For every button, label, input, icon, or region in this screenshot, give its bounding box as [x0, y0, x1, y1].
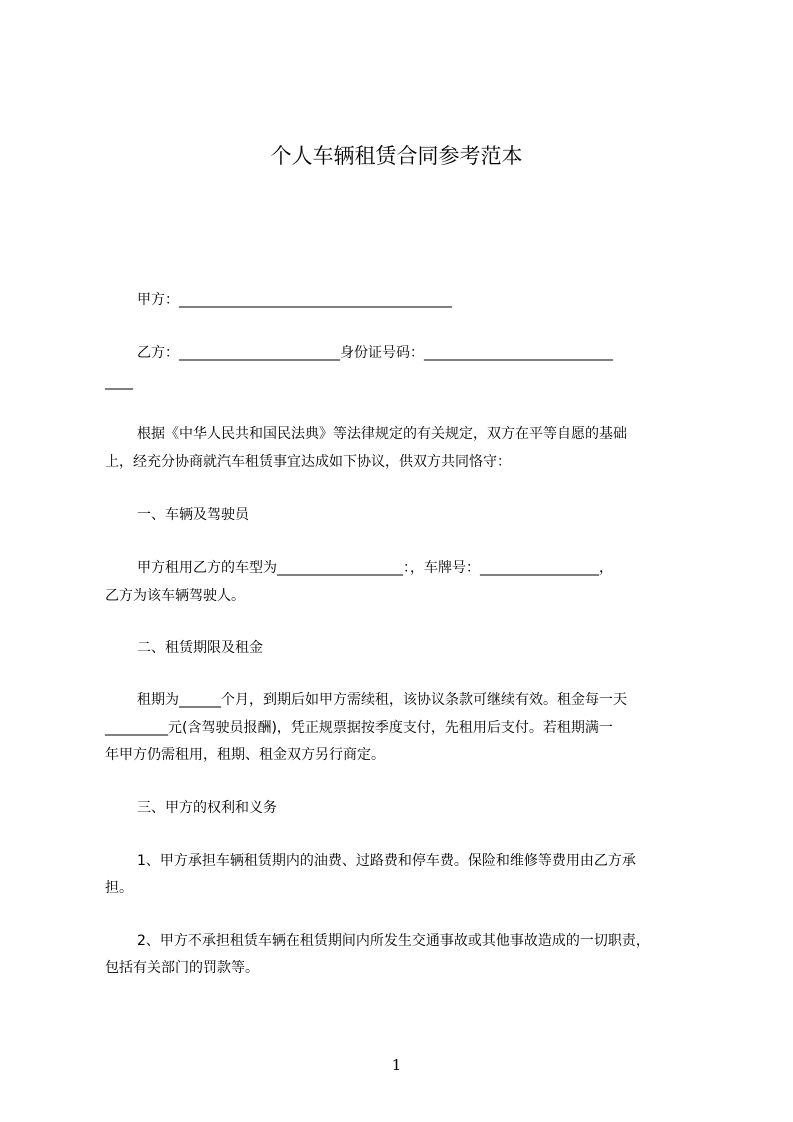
section-3-item-2-line-1: 2、甲方不承担租赁车辆在租赁期间内所发生交通事故或其他事故造成的一切职责， — [137, 933, 650, 949]
section-3-item-1-line-2: 担。 — [105, 880, 133, 896]
page-number: 1 — [391, 1056, 402, 1074]
section-3-heading: 三、甲方的权利和义务 — [137, 800, 277, 816]
section-2-heading: 二、租赁期限及租金 — [137, 640, 263, 656]
section-2-line-3: 年甲方仍需租用，租期、租金双方另行商定。 — [105, 747, 385, 763]
intro-paragraph-line-2: 上，经充分协商就汽车租赁事宜达成如下协议，供双方共同恪守： — [105, 454, 511, 470]
section-1-heading: 一、车辆及驾驶员 — [137, 507, 249, 523]
section-2-line-1: 租期为______个月，到期后如甲方需续租，该协议条款可继续有效。租金每一天 — [137, 692, 627, 708]
section-1-line-2: 乙方为该车辆驾驶人。 — [105, 588, 245, 604]
section-1-line-1: 甲方租用乙方的车型为__________________：，车牌号：_________________， — [137, 560, 613, 576]
party-a-line: 甲方：_______________________________________ — [137, 292, 452, 308]
section-3-item-1-line-1: 1、甲方承担车辆租赁期内的油费、过路费和停车费。保险和维修等费用由乙方承 — [137, 853, 636, 869]
party-b-line-continuation: ____ — [105, 374, 133, 390]
section-3-item-2-line-2: 包括有关部门的罚款等。 — [105, 960, 259, 976]
party-b-line: 乙方：_______________________身份证号码：___________________________ — [137, 345, 613, 361]
intro-paragraph-line-1: 根据《中华人民共和国民法典》等法律规定的有关规定，双方在平等自愿的基础 — [137, 426, 627, 442]
section-2-line-2: _________元(含驾驶员报酬)，凭正规票据按季度支付，先租用后支付。若租期满一 — [105, 720, 613, 736]
document-title: 个人车辆租赁合同参考范本 — [270, 144, 523, 168]
